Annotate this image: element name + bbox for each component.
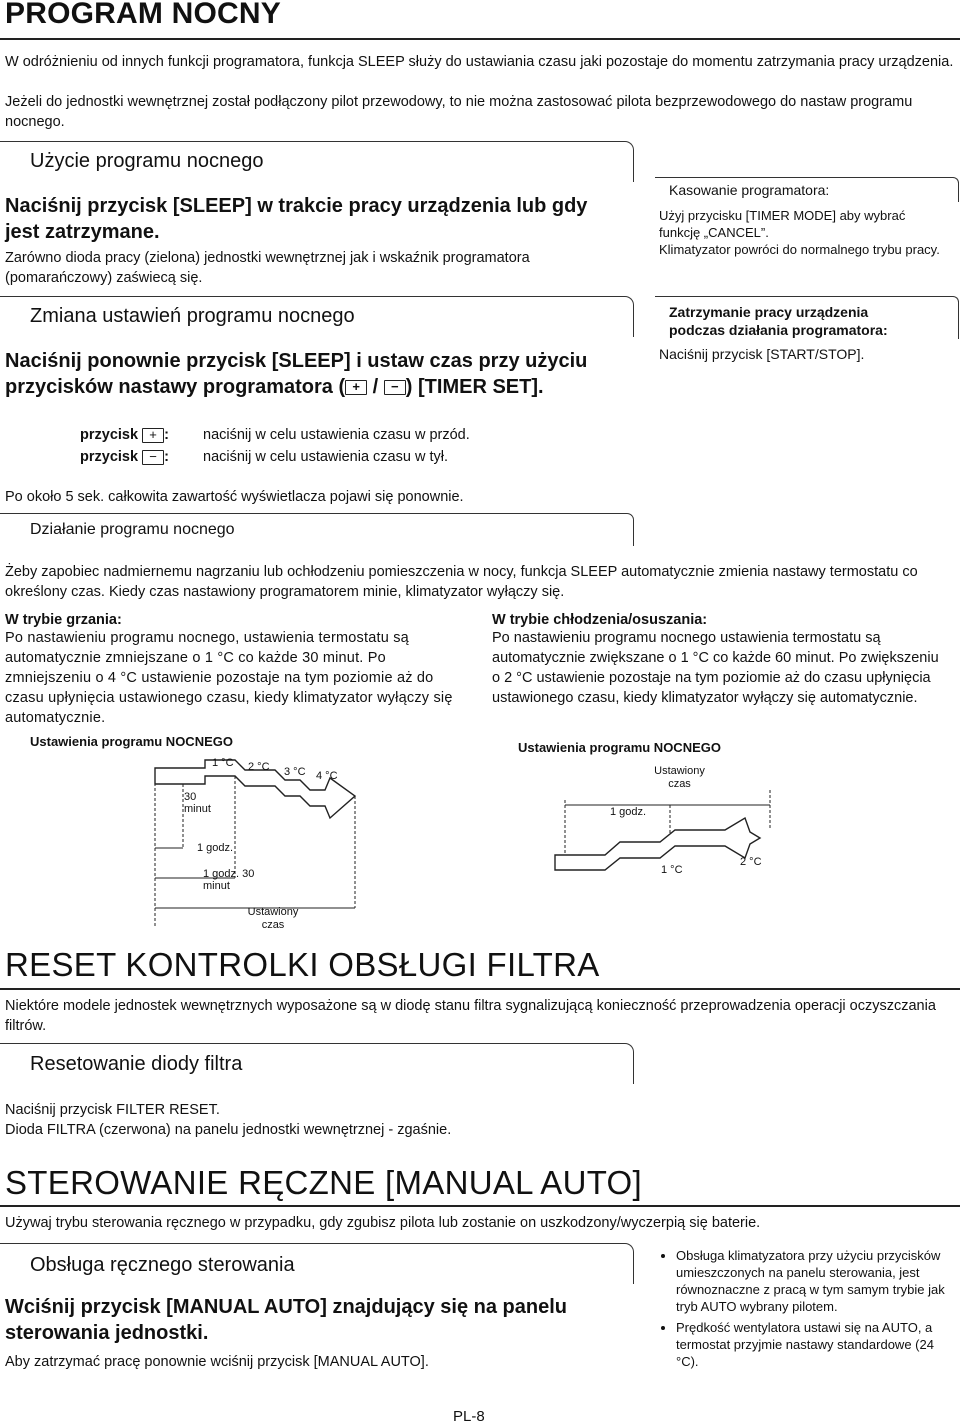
button-row-minus xyxy=(80,447,169,467)
page-number: PL-8 xyxy=(453,1408,485,1425)
minus-key-icon: − xyxy=(142,450,164,465)
stop-title: Zatrzymanie pracy urządzenia podczas działania programatora: xyxy=(669,304,888,338)
heat-label-4c: 4 °C xyxy=(316,770,338,782)
intro-paragraph-1: W odróżnieniu od innych funkcji programatora, funkcja SLEEP służy do ustawiania czasu jaki pozostaje do momentu zatrzymania pracy urządzenia. xyxy=(5,54,954,70)
button-row-plus xyxy=(80,425,169,445)
heat-label-set-time: Ustawiony czas xyxy=(247,906,299,931)
heat-label-1h30: 1 godz. 30 minut xyxy=(203,868,255,892)
row-colon: : xyxy=(164,449,169,465)
heat-title: W trybie grzania: xyxy=(5,612,122,628)
stop-box xyxy=(655,296,959,339)
manual-title: STEROWANIE RĘCZNE [MANUAL AUTO] xyxy=(5,1164,642,1201)
manual-bullet-2: • Prędkość wentylatora ustawi się na AUTO, a termostat przyjmie nastawy standardowe (24 °C). xyxy=(676,1319,955,1370)
cool-label-2c: 2 °C xyxy=(740,856,762,868)
filter-line-2: Dioda FILTRA (czerwona) na panelu jednostki wewnętrznej - zgaśnie. xyxy=(5,1122,452,1138)
button-row-plus-text: naciśnij w celu ustawienia czasu w przód. xyxy=(203,427,470,443)
use-section-tab-label: Użycie programu nocnego xyxy=(30,150,264,172)
filter-title: RESET KONTROLKI OBSŁUGI FILTRA xyxy=(5,946,600,983)
filter-line-1: Naciśnij przycisk FILTER RESET. xyxy=(5,1102,220,1118)
minus-key-icon: − xyxy=(384,380,406,395)
heat-label-3c: 3 °C xyxy=(284,766,306,778)
change-section-tab-label: Zmiana ustawień programu nocnego xyxy=(30,305,355,327)
heat-label-1c: 1 °C xyxy=(212,757,234,769)
cancel-title: Kasowanie programatora: xyxy=(669,182,830,198)
slash-separator: / xyxy=(372,376,379,398)
manual-tab-label: Obsługa ręcznego sterowania xyxy=(30,1254,295,1276)
plus-key-icon: + xyxy=(142,428,164,443)
cool-text: Po nastawieniu programu nocnego ustawienia termostatu są automatycznie zwiększane o 1 °C co każde 60 minut. Po zwiększeniu o 2 °C ustawienie pozostaje na tym poziomie aż do czasu upłynięcia ustawionego czasu, kiedy klimatyzator wyłączy się automatycznie. xyxy=(492,630,939,706)
filter-tab-label: Resetowanie diody filtra xyxy=(30,1053,243,1075)
heat-label-2c: 2 °C xyxy=(248,761,270,773)
manual-bullets xyxy=(660,1247,955,1374)
manual-instruction: Wciśnij przycisk [MANUAL AUTO] znajdujący się na panelu sterowania jednostki. xyxy=(5,1296,567,1344)
use-instruction: Naciśnij przycisk [SLEEP] w trakcie pracy urządzenia lub gdy jest zatrzymane. xyxy=(5,195,588,243)
cool-diagram-title: Ustawienia programu NOCNEGO xyxy=(518,740,721,755)
row-colon: : xyxy=(164,427,169,443)
intro-paragraph-2: Jeżeli do jednostki wewnętrznej został podłączony pilot przewodowy, to nie można zastosować pilota bezprzewodowego do nastaw programu nocnego. xyxy=(5,94,913,130)
manual-intro: Używaj trybu sterowania ręcznego w przypadku, gdy zgubisz pilota lub zostanie on uszkodzony/wyczerpią się baterie. xyxy=(5,1215,761,1231)
cancel-text-1: Użyj przycisku [TIMER MODE] aby wybrać funkcję „CANCEL”. xyxy=(659,208,906,240)
cool-label-1c: 1 °C xyxy=(661,864,683,876)
cool-title: W trybie chłodzenia/osuszania: xyxy=(492,612,708,628)
change-instruction xyxy=(5,348,655,400)
heat-label-1h: 1 godz. xyxy=(197,842,234,854)
operation-tab-label: Działanie programu nocnego xyxy=(30,521,235,538)
change-instruction-part2: ) [TIMER SET]. xyxy=(405,376,544,398)
manual-tab xyxy=(0,1243,634,1284)
change-instruction-part1: Naciśnij ponownie przycisk [SLEEP] i ustaw czas przy użyciu przycisków nastawy programatora ( xyxy=(5,350,588,398)
stop-text: Naciśnij przycisk [START/STOP]. xyxy=(659,346,865,362)
cool-label-set-time: Ustawiony czas xyxy=(654,765,705,790)
heat-text: Po nastawieniu programu nocnego, ustawienia termostatu są automatycznie zmniejszane o 1 °C co każde 30 minut. Po zmniejszeniu o 4 °C ustawienie pozostaje na tym poziomie aż do czasu upłynięcia ustawionego czasu, kiedy klimatyzator wyłączy się automatycznie. xyxy=(5,630,453,726)
manual-stop: Aby zatrzymać pracę ponownie wciśnij przycisk [MANUAL AUTO]. xyxy=(5,1354,429,1370)
change-section-tab xyxy=(0,296,634,337)
manual-bullet-1: • Obsługa klimatyzatora przy użyciu przycisków umieszczonych na panelu sterowania, jest równoznaczne z pracą w tym samym trybie jak tryb AUTO wybrany pilotem. xyxy=(676,1247,955,1315)
button-row-label: przycisk xyxy=(80,449,139,465)
operation-intro: Żeby zapobiec nadmiernemu nagrzaniu lub ochłodzeniu pomieszczenia w nocy, funkcja SLEEP automatycznie zmienia nastawy termostatu co określony czas. Kiedy czas nastawiony programatorem minie, klimatyzator wyłączy się. xyxy=(5,564,918,600)
cancel-box xyxy=(655,177,959,202)
page-title-sleep: PROGRAM NOCNY xyxy=(5,0,281,30)
cool-label-1h: 1 godz. xyxy=(610,806,647,818)
button-row-minus-text: naciśnij w celu ustawienia czasu w tył. xyxy=(203,449,448,465)
filter-intro: Niektóre modele jednostek wewnętrznych wyposażone są w diodę stanu filtra sygnalizującą konieczność przeprowadzenia operacji oczyszczania filtrów. xyxy=(5,998,936,1034)
use-note: Zarówno dioda pracy (zielona) jednostki wewnętrznej jak i wskaźnik programatora (pomarańczowy) zaświecą się. xyxy=(5,250,530,286)
use-section-tab xyxy=(0,141,634,182)
heat-label-30min: 30 minut xyxy=(184,791,211,815)
heat-diagram-title: Ustawienia programu NOCNEGO xyxy=(30,734,233,749)
cancel-text-2: Klimatyzator powróci do normalnego trybu pracy. xyxy=(659,242,940,257)
button-row-label: przycisk xyxy=(80,427,139,443)
filter-tab xyxy=(0,1043,634,1084)
title-rule xyxy=(0,38,960,40)
filter-rule xyxy=(0,988,960,990)
after-note: Po około 5 sek. całkowita zawartość wyświetlacza pojawi się ponownie. xyxy=(5,489,464,505)
cool-step-band xyxy=(555,818,760,870)
plus-key-icon: + xyxy=(345,380,367,395)
manual-rule xyxy=(0,1205,960,1207)
operation-tab xyxy=(0,513,634,546)
